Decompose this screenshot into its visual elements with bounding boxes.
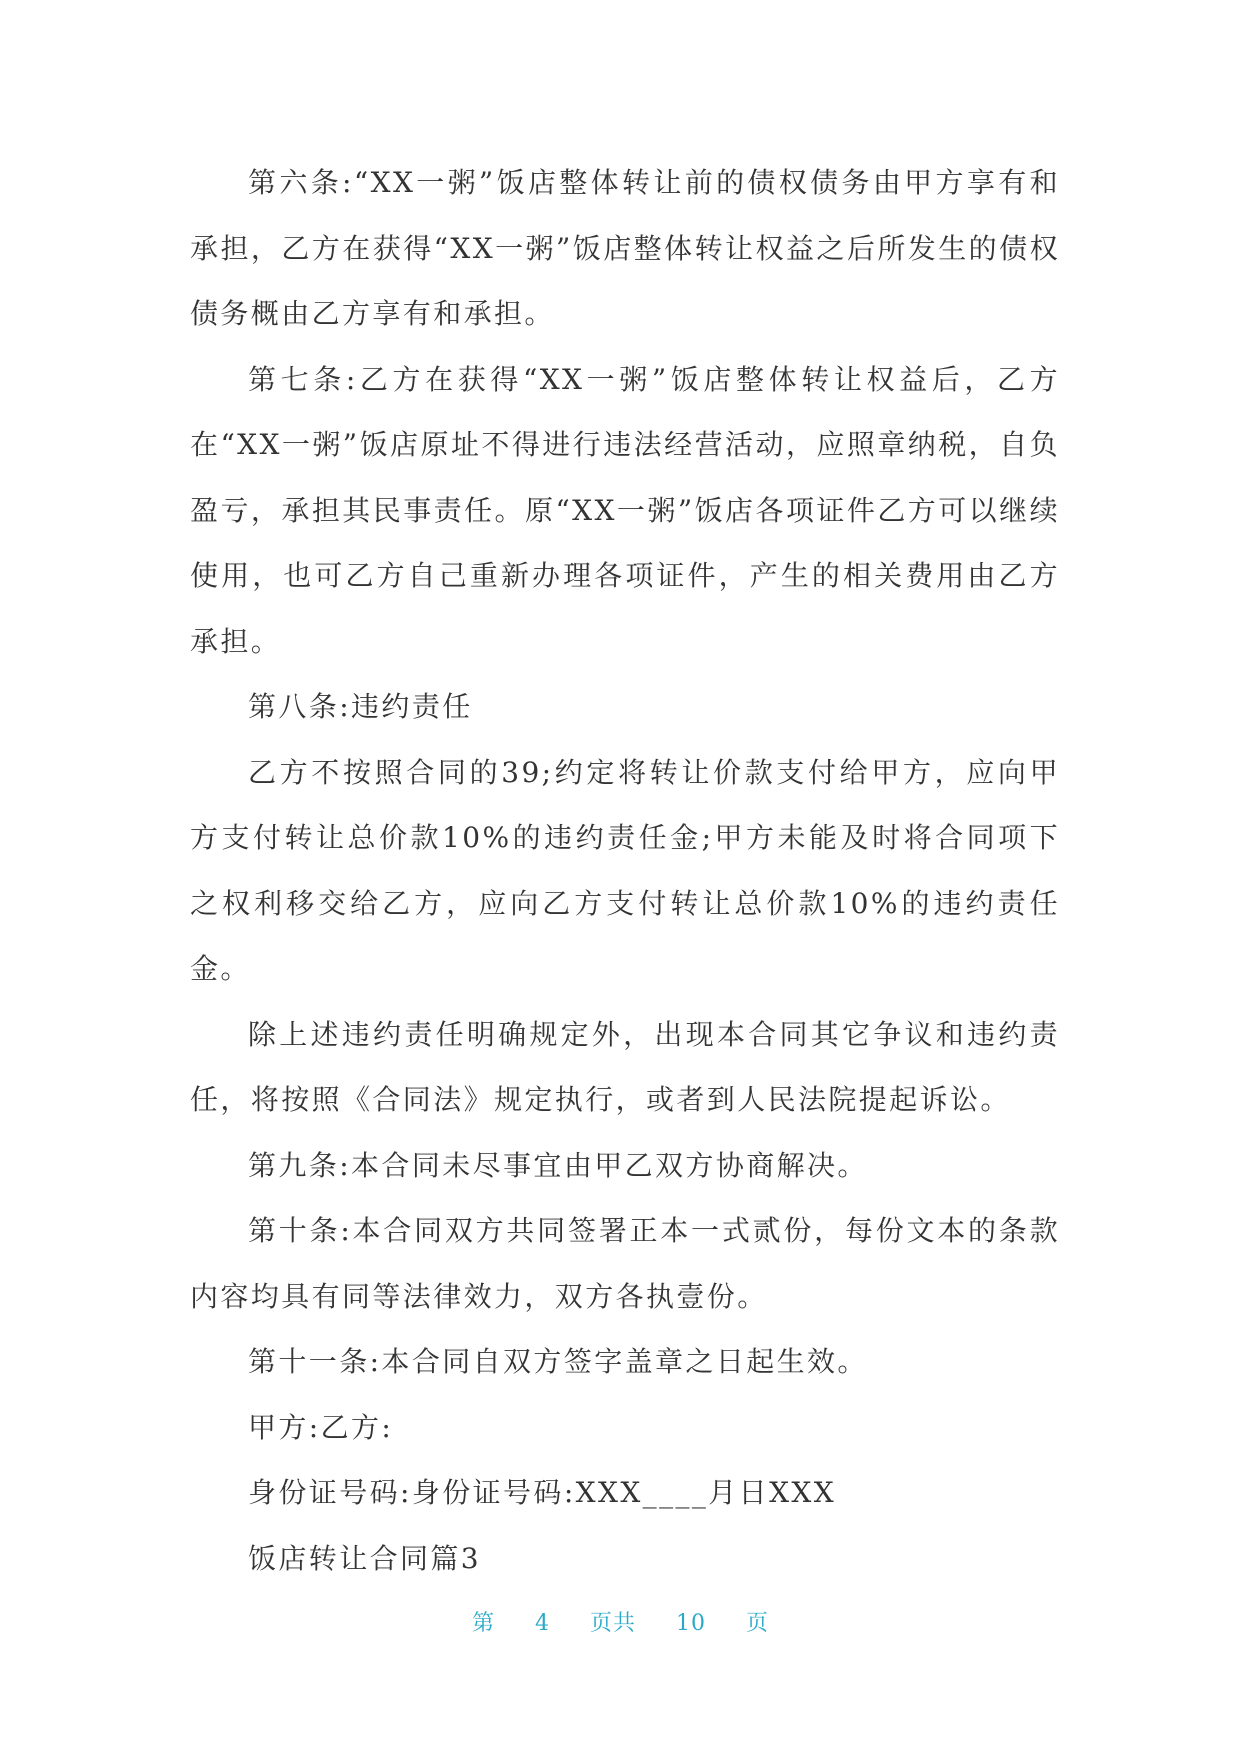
- current-page-number: 4: [534, 1611, 550, 1636]
- article-6-paragraph: 第六条:“XX一粥”饭店整体转让前的债权债务由甲方享有和承担，乙方在获得“XX一粥”饭店整体转让权益之后所发生的债权债务概由乙方享有和承担。: [190, 166, 1060, 330]
- article-7-paragraph: 第七条:乙方在获得“XX一粥”饭店整体转让权益后，乙方在“XX一粥”饭店原址不得进行违法经营活动，应照章纳税，自负盈亏，承担其民事责任。原“XX一粥”饭店各项证件乙方可以继续使用，也可乙方自己重新办理各项证件，产生的相关费用由乙方承担。: [190, 362, 1060, 658]
- article-11-paragraph: 第十一条:本合同自双方签字盖章之日起生效。: [248, 1345, 868, 1378]
- footer-middle: 页共: [589, 1611, 636, 1636]
- footer-prefix: 第: [471, 1611, 495, 1636]
- id-number-line: 身份证号码:身份证号码:XXX____月日XXX: [248, 1476, 837, 1509]
- signature-parties-line: 甲方:乙方:: [248, 1410, 394, 1444]
- article-10-paragraph: 第十条:本合同双方共同签署正本一式贰份，每份文本的条款内容均具有同等法律效力，双方各执壹份。: [190, 1214, 1060, 1313]
- breach-paragraph-1: 乙方不按照合同的39;约定将转让价款支付给甲方，应向甲方支付转让总价款10%的违约责任金;甲方未能及时将合同项下之权利移交给乙方，应向乙方支付转让总价款10%的违约责任金。: [190, 755, 1060, 985]
- section-heading-3: 饭店转让合同篇3: [248, 1541, 482, 1575]
- breach-paragraph-2: 除上述违约责任明确规定外，出现本合同其它争议和违约责任，将按照《合同法》规定执行，或者到人民法院提起诉讼。: [190, 1017, 1060, 1116]
- total-pages-number: 10: [676, 1611, 706, 1636]
- article-8-heading: 第八条:违约责任: [248, 690, 473, 723]
- footer-suffix: 页: [746, 1611, 770, 1636]
- article-9-paragraph: 第九条:本合同未尽事宜由甲乙双方协商解决。: [248, 1148, 868, 1182]
- page-footer: [0, 1606, 1241, 1637]
- document-body: [190, 150, 1060, 1591]
